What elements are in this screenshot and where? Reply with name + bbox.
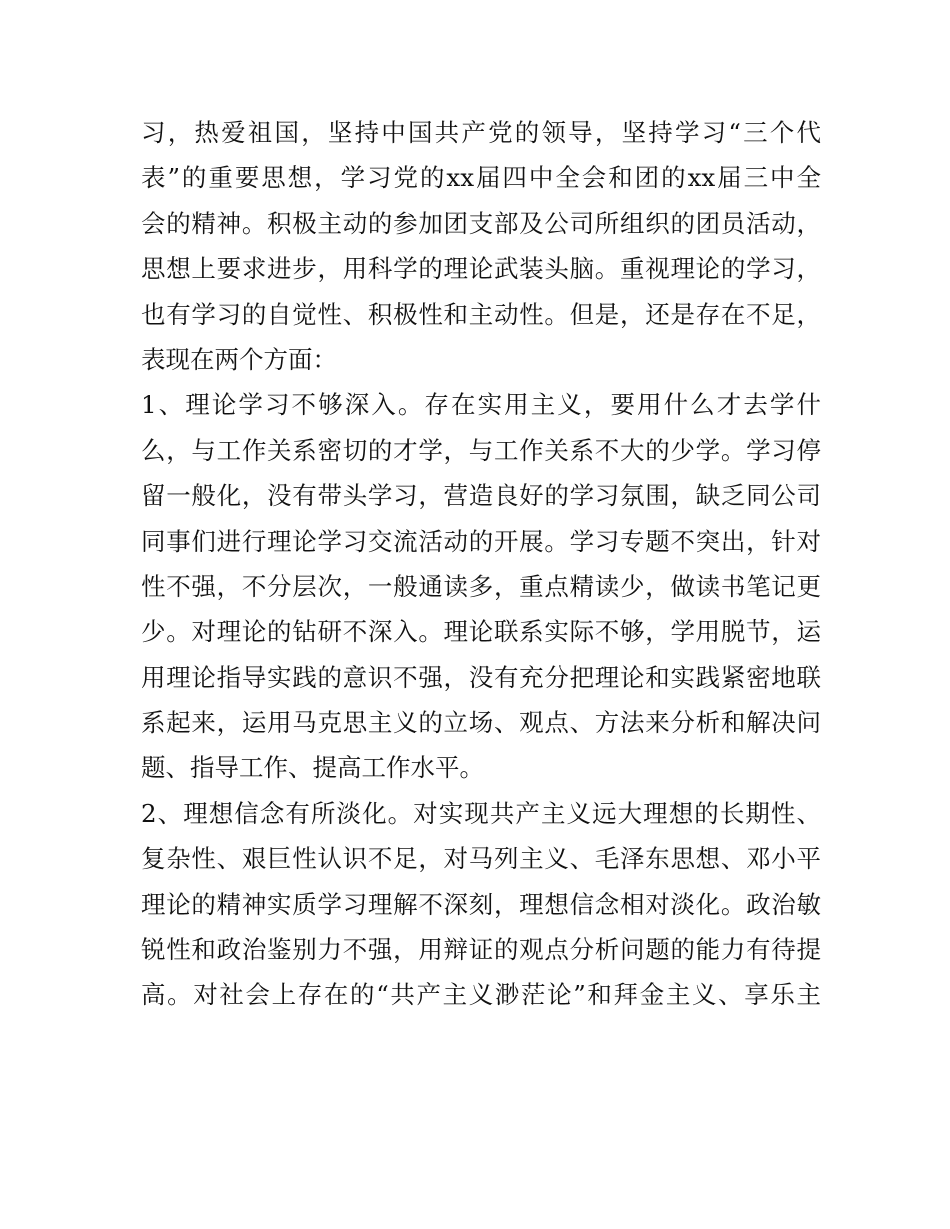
body-text [141, 110, 821, 1018]
text-line-6: 表现在两个方面： [141, 344, 337, 374]
text-line-10: 同事们进行理论学习交流活动的开展。学习专题不突出，针对 [141, 526, 821, 556]
text-line-15: 题、指导工作、提高工作水平。 [141, 753, 484, 783]
text-line-1: 习，热爱祖国，坚持中国共产党的领导，坚持学习“三个代 [141, 118, 821, 147]
text-line-2: 表”的重要思想，学习党的xx届四中全会和团的xx届三中全 [141, 163, 821, 193]
text-line-16: 2、理想信念有所淡化。对实现共产主义远大理想的长期性、 [141, 798, 821, 828]
text-line-9: 留一般化，没有带头学习，营造良好的学习氛围，缺乏同公司 [141, 481, 821, 511]
text-line-11: 性不强，不分层次，一般通读多，重点精读少，做读书笔记更 [141, 571, 821, 601]
text-line-5: 也有学习的自觉性、积极性和主动性。但是，还是存在不足， [141, 299, 821, 329]
text-line-4: 思想上要求进步，用科学的理论武装头脑。重视理论的学习， [141, 254, 821, 284]
text-line-18: 理论的精神实质学习理解不深刻，理想信念相对淡化。政治敏 [141, 889, 821, 919]
text-line-8: 么，与工作关系密切的才学，与工作关系不大的少学。学习停 [141, 435, 821, 465]
text-line-12: 少。对理论的钻研不深入。理论联系实际不够，学用脱节，运 [141, 617, 821, 647]
text-line-20: 高。对社会上存在的“共产主义渺茫论”和拜金主义、享乐主 [141, 980, 821, 1010]
text-line-7: 1、理论学习不够深入。存在实用主义，要用什么才去学什 [141, 390, 821, 420]
text-line-19: 锐性和政治鉴别力不强，用辩证的观点分析问题的能力有待提 [141, 935, 821, 965]
text-line-17: 复杂性、艰巨性认识不足，对马列主义、毛泽东思想、邓小平 [141, 844, 821, 874]
text-line-13: 用理论指导实践的意识不强，没有充分把理论和实践紧密地联 [141, 662, 821, 692]
text-line-14: 系起来，运用马克思主义的立场、观点、方法来分析和解决问 [141, 708, 821, 738]
text-line-3: 会的精神。积极主动的参加团支部及公司所组织的团员活动， [141, 208, 821, 238]
